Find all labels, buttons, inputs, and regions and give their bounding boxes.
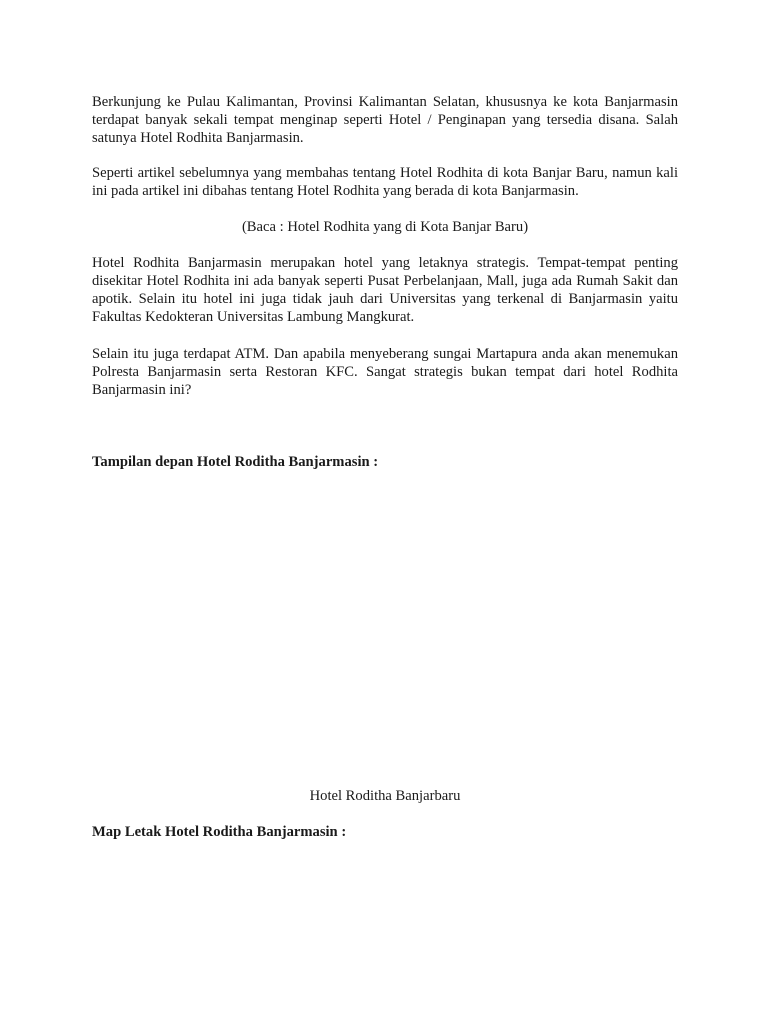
- reference-note: (Baca : Hotel Rodhita yang di Kota Banjar Baru): [241, 219, 529, 235]
- paragraph-nearby: Selain itu juga terdapat ATM. Dan apabila menyeberang sungai Martapura anda akan menemukan Polresta Banjarmasin serta Restoran KFC. Sangat strategis bukan tempat dari hotel Rodhita Banjarmasin ini?: [92, 346, 678, 398]
- image-caption: Hotel Roditha Banjarbaru: [309, 788, 461, 804]
- paragraph-location: Hotel Rodhita Banjarmasin merupakan hotel yang letaknya strategis. Tempat-tempat penting disekitar Hotel Rodhita ini ada banyak seperti Pusat Perbelanjaan, Mall, juga ada Rumah Sakit dan apotik. Selain itu hotel ini juga tidak jauh dari Universitas yang terkenal di Banjarmasin yaitu Fakultas Kedokteran Universitas Lambung Mangkurat.: [92, 255, 678, 325]
- paragraph-intro: Berkunjung ke Pulau Kalimantan, Provinsi Kalimantan Selatan, khususnya ke kota Banjarmasin terdapat banyak sekali tempat menginap seperti Hotel / Penginapan yang tersedia disana. Salah satunya Hotel Rodhita Banjarmasin.: [92, 94, 678, 146]
- paragraph-previous-article: Seperti artikel sebelumnya yang membahas tentang Hotel Rodhita di kota Banjar Baru, namun kali ini pada artikel ini dibahas tentang Hotel Rodhita yang berada di kota Banjarmasin.: [92, 165, 678, 199]
- hotel-image-placeholder: [92, 480, 678, 775]
- heading-front-view: Tampilan depan Hotel Roditha Banjarmasin :: [92, 454, 379, 470]
- heading-map: Map Letak Hotel Roditha Banjarmasin :: [92, 824, 347, 840]
- map-placeholder: [92, 850, 678, 1010]
